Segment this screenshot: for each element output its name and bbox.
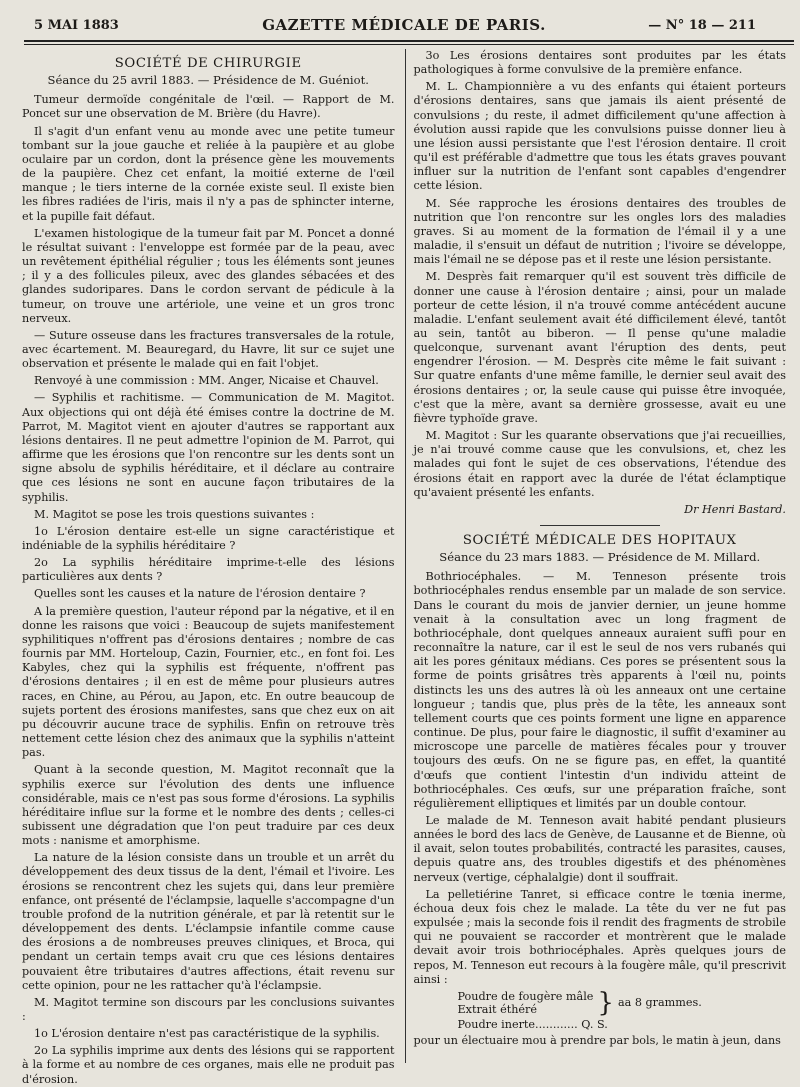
paragraph: Bothriocéphales. — M. Tenneson présente trois bothriocéphales rendus ensemble par un malade de son service. Dans le courant du mois de janvier dernier, un jeune homme venait à la consultation avec un long fragment de bothriocéphale, dont quelques anneaux auraient suffi pour en reconnaître la nature, car il est le seul de nos vers rubanés qui ait les pores génitaux médians. Ces pores se présentent sous la forme de points grisâtres très apparents à l'œil nu, points distincts les uns des autres là où les anneaux ont une certaine longueur ; tandis que, plus près de la tête, les anneaux sont tellement courts que ces points forment une ligne en apparence continue. De plus, pour faire le diagnostic, il suffit d'examiner au microscope une parcelle de matières fécales pour y trouver toujours des œufs. On ne se figure pas, en effet, la quantité d'œufs que contient l'intestin d'un individu atteint de bothriocéphales. Ces œufs, sur une préparation fraîche, sont régulièrement elliptiques et limités par un double contour.	[413, 570, 786, 810]
paragraph: 3o Les érosions dentaires sont produites par les états pathologiques à forme convulsive de la première enfance.	[413, 49, 786, 77]
paragraph: 2o La syphilis héréditaire imprime-t-elle des lésions particulières aux dents ?	[22, 556, 395, 584]
prescription	[457, 987, 786, 1018]
journal-title: GAZETTE MÉDICALE DE PARIS.	[262, 16, 546, 34]
paragraph: 2o La syphilis imprime aux dents des lésions qui se rapportent à la forme et au nombre de ces organes, mais elle ne produit pas d'érosion.	[22, 1044, 395, 1086]
paragraph: Quelles sont les causes et la nature de l'érosion dentaire ?	[34, 587, 366, 601]
section-title-chirurgie: SOCIÉTÉ DE CHIRURGIE	[114, 56, 302, 71]
paragraph: Renvoyé à une commission : MM. Anger, Nicaise et Chauvel.	[34, 374, 379, 388]
right-top-paragraphs	[413, 49, 786, 500]
paragraph: A la première question, l'auteur répond par la négative, et il en donne les raisons que voici : Beaucoup de sujets manifestement syphilitiques n'offrent pas d'érosions dentaires ; nombre de cas fournis par MM. Horteloup, Cazin, Fournier, etc., en font foi. Les Kabyles, chez qui la syphilis est fréquente, n'offrent pas d'érosions dentaires ; il en est de même pour plusieurs autres races, en Chine, au Pérou, au Japon, etc. En outre beaucoup de sujets portent des érosions manifestes, sans que chez eux on ait pu découvrir aucune trace de syphilis. Enfin on retrouve très nettement cette lésion chez des animaux que la syphilis n'atteint pas.	[22, 604, 395, 760]
paragraph: Tumeur dermoïde congénitale de l'œil. — Rapport de M. Poncet sur une observation de M. Brière (du Havre).	[22, 93, 395, 121]
paragraph: 1o L'érosion dentaire est-elle un signe caractéristique et indéniable de la syphilis héréditaire ?	[22, 524, 395, 552]
paragraph: M. Desprès fait remarquer qu'il est souvent très difficile de donner une cause à l'érosion dentaire ; ainsi, pour un malade porteur de cette lésion, il n'a trouvé comme antécédent aucune maladie. L'enfant seulement avait été difficilement élevé, tantôt au sein, tantôt au biberon. — Il pense qu'une maladie quelconque, survenant avant l'éruption des dents, peut engendrer l'érosion. — M. Desprès cite même le fait suivant : Sur quatre enfants d'une même famille, le dernier seul avait des érosions dentaires ; or, la seule cause qui puisse être invoquée, c'est que la mère, avant sa dernière grossesse, avait eu une fièvre typhoïde grave.	[413, 270, 786, 425]
brace-glyph: }	[597, 987, 614, 1018]
issue-page-number: — N° 18 — 211	[648, 18, 756, 33]
paragraph: 1o L'érosion dentaire n'est pas caractéristique de la syphilis.	[34, 1027, 380, 1041]
page-header	[22, 10, 786, 34]
paragraph: Le malade de M. Tenneson avait habité pendant plusieurs années le bord des lacs de Genève, de Lausanne et de Bienne, où il avait, selon toutes probabilités, contracté les parasites, causes, depuis quatre ans, des troubles digestifs et des phénomènes nerveux (vertige, céphalalgie) dont il souffrait.	[413, 813, 786, 884]
paragraph: Il s'agit d'un enfant venu au monde avec une petite tumeur tombant sur la joue gauche et reliée à la paupière et au globe oculaire par un cordon, dont la présence gène les mouvements de la paupière. Chez cet enfant, la moitié externe de l'œil manque ; le tiers interne de la cornée existe seul. Il existe bien les fibres radiées de l'iris, mais il n'y a pas de sphincter interne, et la pupille fait défaut.	[22, 124, 395, 223]
author-signature: Dr Henri Bastard.	[684, 502, 786, 516]
paragraph: La pelletiérine Tanret, si efficace contre le tœnia inerme, échoua deux fois chez le malade. La tête du ver ne fut pas expulsée ; mais la seconde fois il rendit des fragments de strobile qui ne pouvaient se raccorder et montrèrent que le malade devait avoir trois bothriocéphales. Après quelques jours de repos, M. Tenneson eut recours à la fougère mâle, qu'il prescrivit ainsi :	[413, 887, 786, 986]
right-column	[409, 49, 786, 1069]
seance-line-chirurgie: Séance du 25 avril 1883. — Présidence de M. Guéniot.	[47, 73, 369, 88]
recipe-line-1: Poudre de fougère mâle	[457, 989, 594, 1003]
paragraph: — Suture osseuse dans les fractures transversales de la rotule, avec écartement. M. Beauregard, du Havre, lit sur ce sujet une observation et présente le malade qui en fait l'objet.	[22, 328, 395, 371]
paragraph: M. Sée rapproche les érosions dentaires des troubles de nutrition que l'on rencontre sur les ongles lors des maladies graves. Si au moment de la formation de l'émail il y a une maladie, il s'ensuit un défaut de nutrition ; l'ivoire se développe, mais l'émail ne se dépose pas et il reste une lésion persistante.	[413, 196, 786, 267]
section-divider	[540, 525, 660, 526]
recipe-dose: aa 8 grammes.	[617, 995, 702, 1009]
left-paragraphs	[22, 93, 395, 1086]
paragraph: Quant à la seconde question, M. Magitot reconnaît que la syphilis exerce sur l'évolution des dents une influence considérable, mais ce n'est pas sous forme d'érosions. La syphilis héréditaire influe sur la forme et le nombre des dents ; celles-ci subissent une dégradation que l'on peut traduire par ces deux mots : nanisme et amorphisme.	[22, 763, 395, 848]
prescription-inert	[457, 1018, 786, 1032]
paragraph: M. Magitot se pose les trois questions suivantes :	[34, 507, 315, 521]
paragraph: M. Magitot termine son discours par les conclusions suivantes :	[22, 995, 395, 1023]
seance-line-hopitaux: Séance du 23 mars 1883. — Présidence de M. Millard.	[439, 550, 761, 565]
last-line: pour un électuaire mou à prendre par bols, le matin à jeun, dans	[413, 1034, 781, 1047]
right-bottom-paragraphs	[413, 570, 786, 987]
column-rule	[405, 49, 406, 1063]
issue-date: 5 MAI 1883	[34, 18, 119, 33]
paragraph: M. Magitot : Sur les quarante observations que j'ai recueillies, je n'ai trouvé comme cause que les convulsions, et, chez les malades qui font le sujet de ces observations, l'étendue des érosions était en rapport avec la durée de l'état éclamptique qu'avaient présenté les enfants.	[413, 429, 786, 499]
header-rule	[24, 40, 794, 45]
left-column	[22, 49, 405, 1086]
two-column-body	[22, 49, 786, 1086]
paragraph: La nature de la lésion consiste dans un trouble et un arrêt du développement des deux tissus de la dent, l'émail et l'ivoire. Les érosions se rencontrent chez les sujets qui, dans leur première enfance, ont présenté de l'éclampsie, laquelle s'accompagne d'un trouble profond de la nutrition générale, et par là retentit sur le développement des dents. L'éclampsie infantile comme cause des érosions a de nombreuses preuves cliniques, et Broca, qui pendant un certain temps avait cru que ces lésions dentaires pouvaient être tributaires d'autres affections, était revenu sur cette opinion, pour ne les rattacher qu'à l'éclampsie.	[22, 851, 395, 992]
paragraph: L'examen histologique de la tumeur fait par M. Poncet a donné le résultat suivant : l'enveloppe est formée par de la peau, avec un revêtement épithélial régulier ; tous les éléments sont jeunes ; il y a des follicules pileux, avec des glandes sébacées et des glandes sudoripares. Dans le cordon servant de pédicule à la tumeur, on trouve une artériole, une veine et un gros tronc nerveux.	[22, 226, 395, 325]
paragraph: M. L. Championnière a vu des enfants qui étaient porteurs d'érosions dentaires, sans que jamais ils aient présenté de convulsions ; du reste, il admet difficilement qu'une affection à évolution aussi rapide que les convulsions puisse donner lieu à une lésion aussi persistante que l'est l'érosion dentaire. Il croit qu'il est préférable d'admettre que tous les états graves pouvant influer sur la nutrition de l'enfant sont capables d'engendrer cette lésion.	[413, 80, 786, 193]
section-title-hopitaux: SOCIÉTÉ MÉDICALE DES HOPITAUX	[462, 533, 737, 548]
paragraph: — Syphilis et rachitisme. — Communication de M. Magitot. Aux objections qui ont déjà été émises contre la doctrine de M. Parrot, M. Magitot vient en ajouter d'autres se rapportant aux lésions dentaires. Il ne peut admettre l'opinion de M. Parrot, qui affirme que les érosions que l'on rencontre sur les dents sont un signe absolu de syphilis héréditaire, et il déclare au contraire que ces lésions ne sont en aucune façon tributaires de la syphilis.	[22, 391, 395, 504]
recipe-line-2: Extrait éthéré	[457, 1002, 538, 1016]
recipe-line-3: Poudre inerte............ Q. S.	[457, 1017, 608, 1031]
